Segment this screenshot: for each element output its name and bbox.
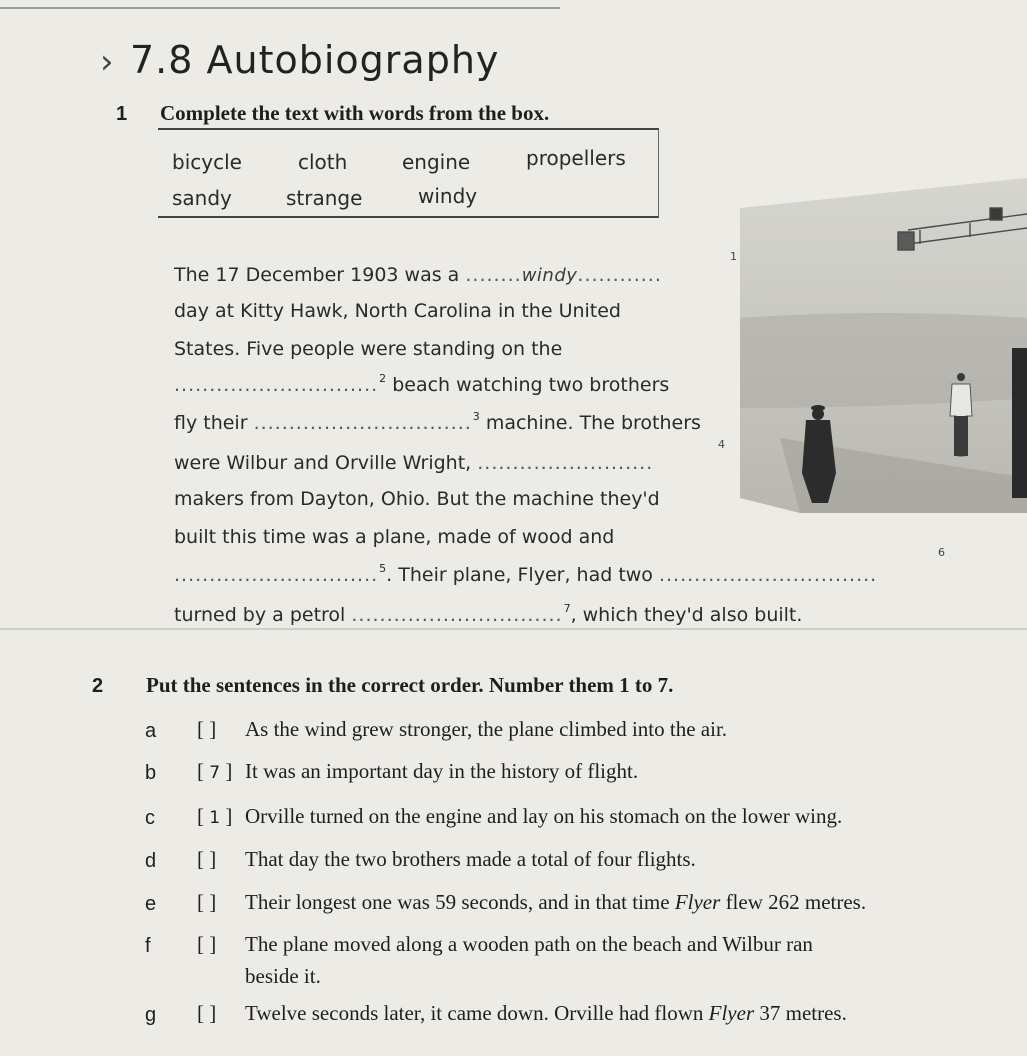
item-a-letter: a (145, 720, 157, 742)
gap-1-answer[interactable]: windy (521, 265, 578, 286)
gap-7-number: 7 (563, 602, 571, 615)
text-segment: were Wilbur and Orville Wright, (174, 452, 478, 474)
item-e (197, 890, 866, 915)
item-d-letter: d (145, 850, 157, 872)
item-f-answer-box[interactable]: [ ] (197, 932, 217, 956)
text-line-6 (174, 452, 653, 474)
text-line-2: day at Kitty Hawk, North Carolina in the United (174, 300, 621, 322)
text-line-4 (174, 374, 669, 396)
item-e-text-end: flew 262 metres. (720, 890, 867, 914)
item-g-answer-box[interactable]: [ ] (197, 1001, 217, 1025)
item-g-italic: Flyer (708, 1001, 755, 1025)
text-segment: machine. The brothers (479, 412, 701, 434)
item-d-answer-box[interactable]: [ ] (197, 847, 217, 871)
item-c-text: Orville turned on the engine and lay on his stomach on the lower wing. (245, 804, 843, 828)
word-box-item: propellers (526, 146, 626, 170)
item-g-letter: g (145, 1004, 157, 1026)
item-d (197, 847, 696, 872)
text-line-7: makers from Dayton, Ohio. But the machine they'd (174, 488, 660, 510)
gap-4-dots[interactable]: ......................... (477, 452, 654, 474)
item-g (197, 1001, 847, 1026)
gap-5-number: 5 (379, 562, 387, 575)
gap-2-number: 2 (379, 372, 387, 385)
top-rule (0, 7, 560, 9)
item-e-text: Their longest one was 59 seconds, and in that time (245, 890, 675, 914)
text-line-1 (174, 264, 662, 286)
exercise-1-instruction: Complete the text with words from the box. (160, 101, 550, 125)
item-b-answer-box[interactable]: [ 7 ] (197, 759, 233, 783)
wright-flyer-photo (740, 168, 1027, 513)
gap-4-number: 4 (718, 438, 725, 451)
gap-dots: ........ (465, 264, 522, 286)
exercise-2-instruction: Put the sentences in the correct order. Number them 1 to 7. (146, 673, 674, 697)
text-segment: fly their (174, 412, 254, 434)
word-box-item: sandy (172, 186, 232, 210)
text-line-5 (174, 412, 701, 434)
word-box (158, 128, 659, 218)
word-box-item: cloth (298, 150, 348, 174)
word-box-item: bicycle (172, 150, 242, 174)
text-segment: The 17 December 1903 was a (174, 264, 466, 286)
section-divider (0, 628, 1027, 630)
text-line-3: States. Five people were standing on the (174, 338, 563, 360)
word-box-item: engine (402, 150, 471, 174)
item-a-text: As the wind grew stronger, the plane climbed into the air. (245, 717, 728, 741)
text-segment: turned by a petrol (174, 604, 352, 626)
item-e-answer-box[interactable]: [ ] (197, 890, 217, 914)
item-c-answer-box[interactable]: [ 1 ] (197, 804, 233, 828)
item-b-text: It was an important day in the history of flight. (245, 759, 639, 783)
gap-3-number: 3 (472, 410, 480, 423)
gap-6-dots[interactable]: ............................... (658, 564, 878, 586)
item-f-letter: f (145, 935, 151, 957)
item-a (197, 717, 727, 742)
item-e-letter: e (145, 893, 157, 915)
chevron-right-icon: › (100, 42, 115, 82)
word-box-item: windy (418, 184, 478, 208)
section-header (100, 38, 499, 82)
page-title: 7.8 Autobiography (130, 38, 500, 82)
exercise-2-number: 2 (92, 675, 104, 697)
exercise-1-number: 1 (116, 103, 128, 125)
item-c-letter: c (145, 807, 155, 829)
text-segment: . Their plane, Flyer, had two (386, 564, 659, 586)
gap-3-dots[interactable]: ............................... (253, 412, 472, 434)
gap-2-dots[interactable]: ............................. (174, 374, 379, 396)
item-g-text: Twelve seconds later, it came down. Orville had flown (245, 1001, 709, 1025)
item-f (197, 932, 813, 957)
word-box-item: strange (286, 186, 363, 210)
text-segment: beach watching two brothers (386, 374, 670, 396)
item-f-line2: beside it. (245, 964, 321, 988)
text-line-9 (174, 564, 877, 586)
item-c (197, 804, 842, 829)
gap-dots: ............ (577, 264, 662, 286)
item-g-text-end: 37 metres. (754, 1001, 847, 1025)
gap-5-dots[interactable]: ............................. (174, 564, 379, 586)
item-d-text: That day the two brothers made a total of four flights. (245, 847, 696, 871)
text-line-8: built this time was a plane, made of wood and (174, 526, 615, 548)
item-b (197, 759, 638, 784)
gap-7-dots[interactable]: .............................. (351, 604, 563, 626)
gap-1-number: 1 (730, 250, 737, 263)
item-e-italic: Flyer (674, 890, 721, 914)
item-a-answer-box[interactable]: [ ] (197, 717, 217, 741)
item-f-text: The plane moved along a wooden path on the beach and Wilbur ran (245, 932, 813, 956)
gap-6-number: 6 (938, 546, 945, 559)
item-b-letter: b (145, 762, 157, 784)
text-line-10 (174, 604, 802, 626)
text-segment: , which they'd also built. (570, 604, 803, 626)
